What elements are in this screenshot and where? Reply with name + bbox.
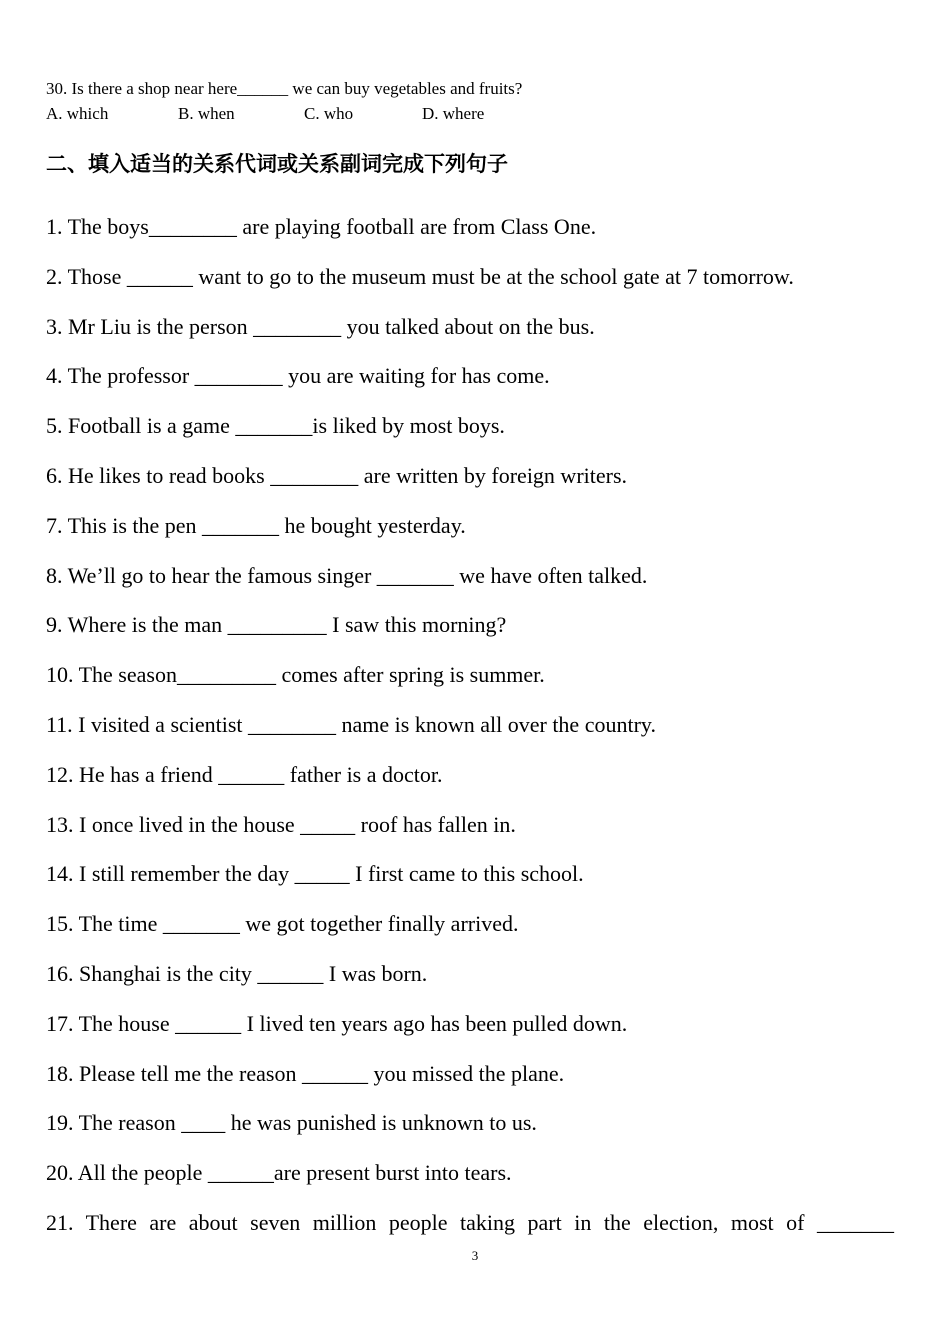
option-d: D. where [422,104,485,123]
question-30-text: 30. Is there a shop near here______ we can buy vegetables and fruits? [46,79,523,98]
exercise-item-8: 8. We’ll go to hear the famous singer _______ we have often talked. [46,562,648,588]
exercise-item-5: 5. Football is a game _______is liked by most boys. [46,413,505,439]
page-number: 3 [471,1248,479,1263]
exercise-item-13: 13. I once lived in the house _____ roof has fallen in. [46,811,516,837]
exercise-item-1: 1. The boys________ are playing football are from Class One. [46,214,597,239]
option-a: A. which [46,104,109,123]
exercise-item-17: 17. The house ______ I lived ten years ago has been pulled down. [46,1010,628,1036]
option-c: C. who [304,104,354,123]
exercise-item-10: 10. The season_________ comes after spring is summer. [46,662,545,688]
section-title: 二、填入适当的关系代词或关系副词完成下列句子 [46,152,508,176]
exercise-item-4: 4. The professor ________ you are waiting for has come. [46,363,550,389]
option-b: B. when [178,104,235,123]
question-30-options [46,103,606,125]
exercise-item-14: 14. I still remember the day _____ I first came to this school. [46,861,584,887]
exercise-item-9: 9. Where is the man _________ I saw this morning? [46,612,507,638]
exercise-item-12: 12. He has a friend ______ father is a doctor. [46,761,443,787]
exercise-item-2: 2. Those ______ want to go to the museum must be at the school gate at 7 tomorrow. [46,263,794,289]
exercise-item-3: 3. Mr Liu is the person ________ you talked about on the bus. [46,313,595,339]
exercise-item-19: 19. The reason ____ he was punished is unknown to us. [46,1110,537,1136]
exercise-item-11: 11. I visited a scientist ________ name is known all over the country. [46,711,656,737]
exercise-item-16: 16. Shanghai is the city ______ I was born. [46,960,428,986]
exercise-item-6: 6. He likes to read books ________ are written by foreign writers. [46,462,628,488]
exercise-item-20: 20. All the people ______are present burst into tears. [46,1160,512,1186]
exercise-item-15: 15. The time _______ we got together finally arrived. [46,911,519,937]
exercise-list [46,210,894,1256]
exercise-item-18: 18. Please tell me the reason ______ you missed the plane. [46,1060,565,1086]
exercise-item-7: 7. This is the pen _______ he bought yesterday. [46,512,466,538]
exercise-item-21: 21. There are about seven million people taking part in the election, most of _______ [46,1209,894,1235]
